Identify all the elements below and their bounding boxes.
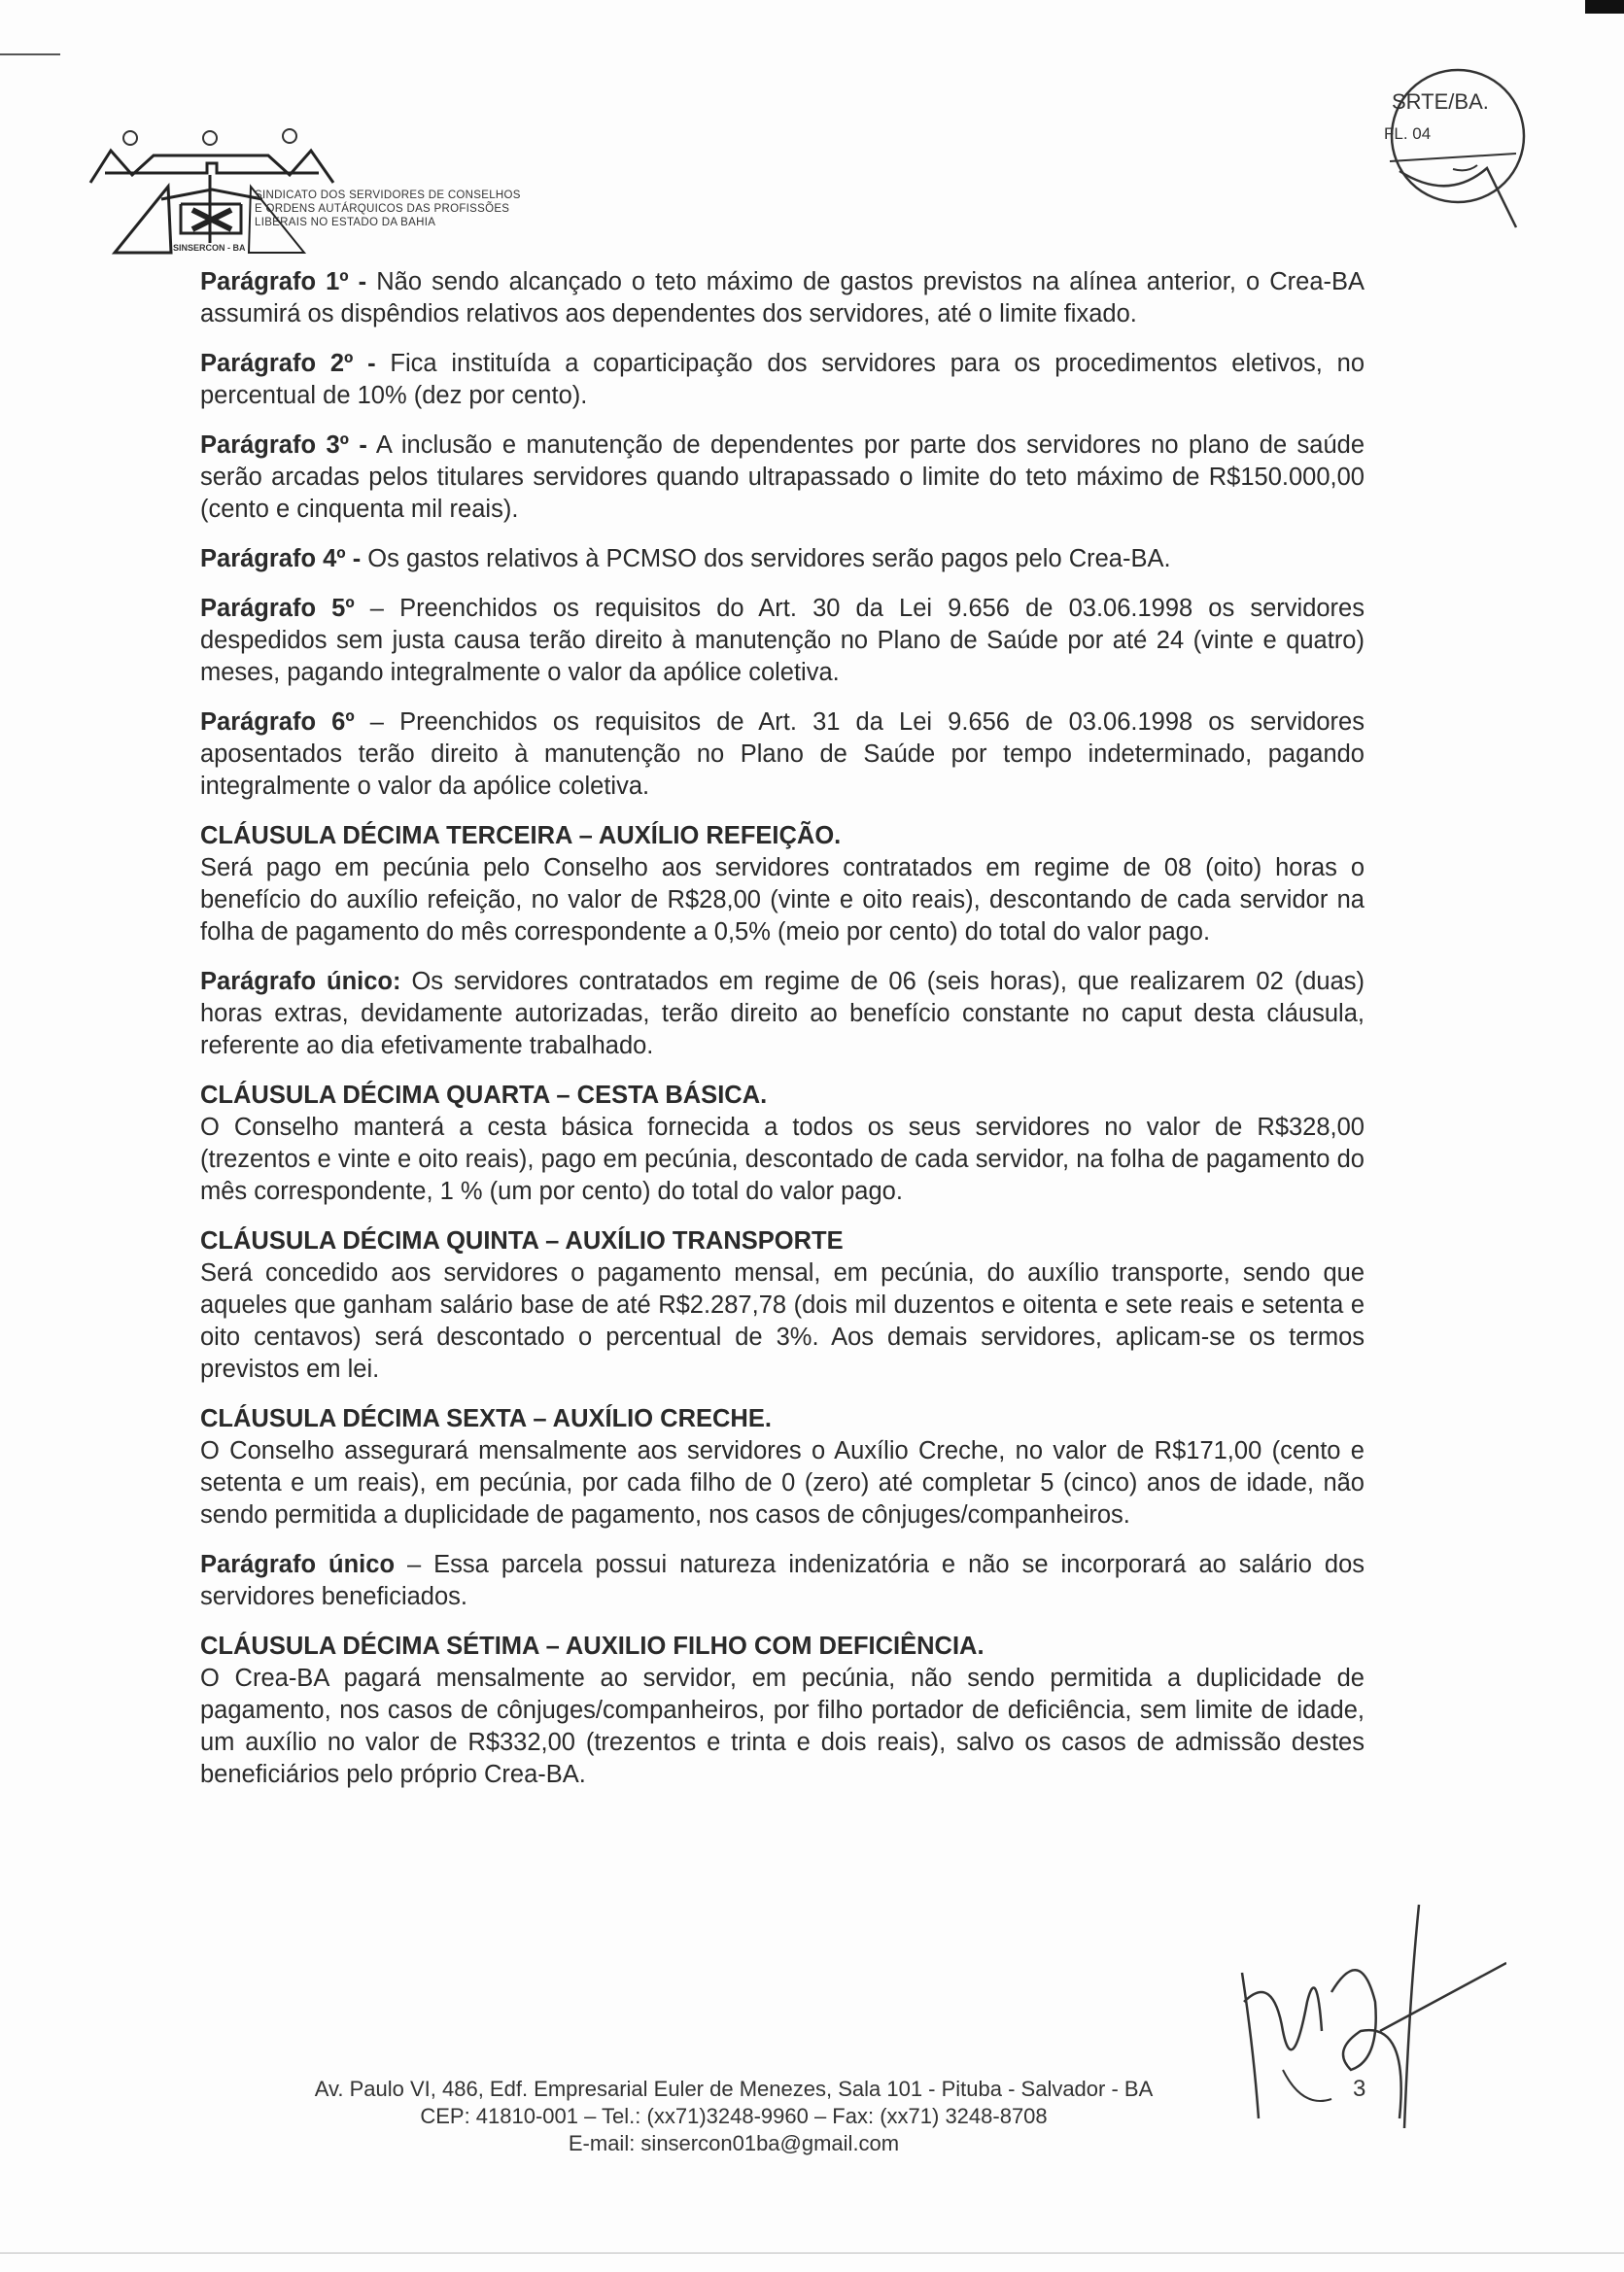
- clause-section: [200, 1080, 1365, 1208]
- clause-heading: CLÁUSULA DÉCIMA QUARTA – CESTA BÁSICA.: [200, 1082, 768, 1109]
- logo-text-line: E ORDENS AUTÁRQUICOS DAS PROFISSÕES: [255, 203, 510, 215]
- logo-text-line: SINDICATO DOS SERVIDORES DE CONSELHOS: [255, 189, 521, 201]
- paragraph-label: Parágrafo 3º -: [200, 431, 367, 459]
- logo-text-line: LIBERAIS NO ESTADO DA BAHIA: [255, 217, 436, 228]
- clause-body: O Conselho assegurará mensalmente aos servidores o Auxílio Creche, no valor de R$171,00 (cento e setenta e um reais), em pecúnia, por cada filho de 0 (zero) até completar 5 (cinco) anos de idade, não sendo permitida a duplicidade de pagamento, nos casos de cônjuges/companheiros.: [200, 1437, 1365, 1529]
- document-body: [200, 266, 1365, 1808]
- paragraph-label: Parágrafo único:: [200, 968, 401, 995]
- paragraph-text: Os gastos relativos à PCMSO dos servidores serão pagos pelo Crea-BA.: [361, 545, 1171, 572]
- paragraph: [200, 593, 1365, 689]
- clause-heading: CLÁUSULA DÉCIMA QUINTA – AUXÍLIO TRANSPORTE: [200, 1227, 844, 1255]
- paragraph: [200, 348, 1365, 412]
- union-logo: [86, 107, 377, 262]
- union-name-text: [255, 189, 521, 229]
- clause-body: Será pago em pecúnia pelo Conselho aos servidores contratados em regime de 08 (oito) horas o benefício do auxílio refeição, no valor de R$28,00 (vinte e oito reais), descontando de cada servidor na folha de pagamento do mês correspondente a 0,5% (meio por cento) do total do valor pago.: [200, 854, 1365, 946]
- paragraph: [200, 543, 1365, 575]
- paragraph-text: Fica instituída a coparticipação dos servidores para os procedimentos eletivos, no percentual de 10% (dez por cento).: [200, 350, 1365, 409]
- footer-email: E-mail: sinsercon01ba@gmail.com: [568, 2131, 900, 2155]
- footer-address: Av. Paulo VI, 486, Edf. Empresarial Euler de Menezes, Sala 101 - Pituba - Salvador - BA: [314, 2077, 1154, 2101]
- clause-section: [200, 1403, 1365, 1613]
- clause-section: [200, 1225, 1365, 1386]
- paragraph-text: – Essa parcela possui natureza indenizatória e não se incorporará ao salário dos servidores beneficiados.: [200, 1551, 1365, 1610]
- footer-contact: CEP: 41810-001 – Tel.: (xx71)3248-9960 – Fax: (xx71) 3248-8708: [420, 2104, 1048, 2128]
- page-footer: [194, 2076, 1273, 2157]
- clause-body: O Conselho manterá a cesta básica fornecida a todos os seus servidores no valor de R$328,00 (trezentos e vinte e oito reais), pago em pecúnia, descontado de cada servidor, na folha de pagamento do mês correspondente, 1 % (um por cento) do total do valor pago.: [200, 1114, 1365, 1205]
- paragraph-text: A inclusão e manutenção de dependentes por parte dos servidores no plano de saúde serão arcadas pelos titulares servidores quando ultrapassado o limite do teto máximo de R$150.000,00 (cento e cinquenta mil reais).: [200, 431, 1365, 523]
- clause-heading: CLÁUSULA DÉCIMA TERCEIRA – AUXÍLIO REFEIÇÃO.: [200, 822, 842, 849]
- srte-stamp: [1361, 56, 1536, 241]
- clause-heading: CLÁUSULA DÉCIMA SÉTIMA – AUXILIO FILHO COM DEFICIÊNCIA.: [200, 1633, 985, 1660]
- scan-bottom-edge: [0, 2253, 1624, 2254]
- stamp-folio: FL. 04: [1384, 124, 1432, 143]
- paragraph: [200, 966, 1365, 1062]
- page-number: 3: [1353, 2076, 1366, 2102]
- paragraph-text: Não sendo alcançado o teto máximo de gastos previstos na alínea anterior, o Crea-BA assumirá os dispêndios relativos aos dependentes dos servidores, até o limite fixado.: [200, 268, 1365, 327]
- clause-heading: CLÁUSULA DÉCIMA SEXTA – AUXÍLIO CRECHE.: [200, 1405, 772, 1432]
- scan-corner-mark: [1585, 0, 1624, 14]
- clause-body: Será concedido aos servidores o pagamento mensal, em pecúnia, do auxílio transporte, sendo que aqueles que ganham salário base de até R$2.287,78 (dois mil duzentos e oitenta e sete reais e setenta e oito centavos) será descontado o percentual de 3%. Aos demais servidores, aplicam-se os termos previstos em lei.: [200, 1259, 1365, 1383]
- stamp-title: SRTE/BA.: [1392, 89, 1489, 114]
- clause-section: [200, 820, 1365, 1062]
- paragraph: [200, 1549, 1365, 1613]
- paragraph-label: Parágrafo 4º -: [200, 545, 362, 572]
- union-abbreviation: SINSERCON - BA: [173, 243, 246, 253]
- paragraph: [200, 706, 1365, 803]
- paragraph-text: Os servidores contratados em regime de 06 (seis horas), que realizarem 02 (duas) horas extras, devidamente autorizadas, terão direito ao benefício constante no caput desta cláusula, referente ao dia efetivamente trabalhado.: [200, 968, 1365, 1059]
- paragraph: [200, 266, 1365, 330]
- paragraph-label: Parágrafo 6º: [200, 708, 355, 736]
- paragraph: [200, 430, 1365, 526]
- paragraph-label: Parágrafo único: [200, 1551, 396, 1578]
- paragraph-label: Parágrafo 1º -: [200, 268, 367, 295]
- clause-section: [200, 1631, 1365, 1791]
- paragraph-label: Parágrafo 2º -: [200, 350, 376, 377]
- paragraph-label: Parágrafo 5º: [200, 595, 355, 622]
- paragraph-text: – Preenchidos os requisitos de Art. 31 da Lei 9.656 de 03.06.1998 os servidores aposentados terão direito à manutenção no Plano de Saúde por tempo indeterminado, pagando integralmente o valor da apólice coletiva.: [200, 708, 1365, 800]
- paragraph-text: – Preenchidos os requisitos do Art. 30 da Lei 9.656 de 03.06.1998 os servidores despedidos sem justa causa terão direito à manutenção no Plano de Saúde por até 24 (vinte e quatro) meses, pagando integralmente o valor da apólice coletiva.: [200, 595, 1365, 686]
- scan-edge-line: [0, 53, 60, 55]
- clause-body: O Crea-BA pagará mensalmente ao servidor, em pecúnia, não sendo permitida a duplicidade de pagamento, nos casos de cônjuges/companheiros, por filho portador de deficiência, sem limite de idade, um auxílio no valor de R$332,00 (trezentos e trinta e dois reais), salvo os casos de admissão destes beneficiários pelo próprio Crea-BA.: [200, 1665, 1365, 1788]
